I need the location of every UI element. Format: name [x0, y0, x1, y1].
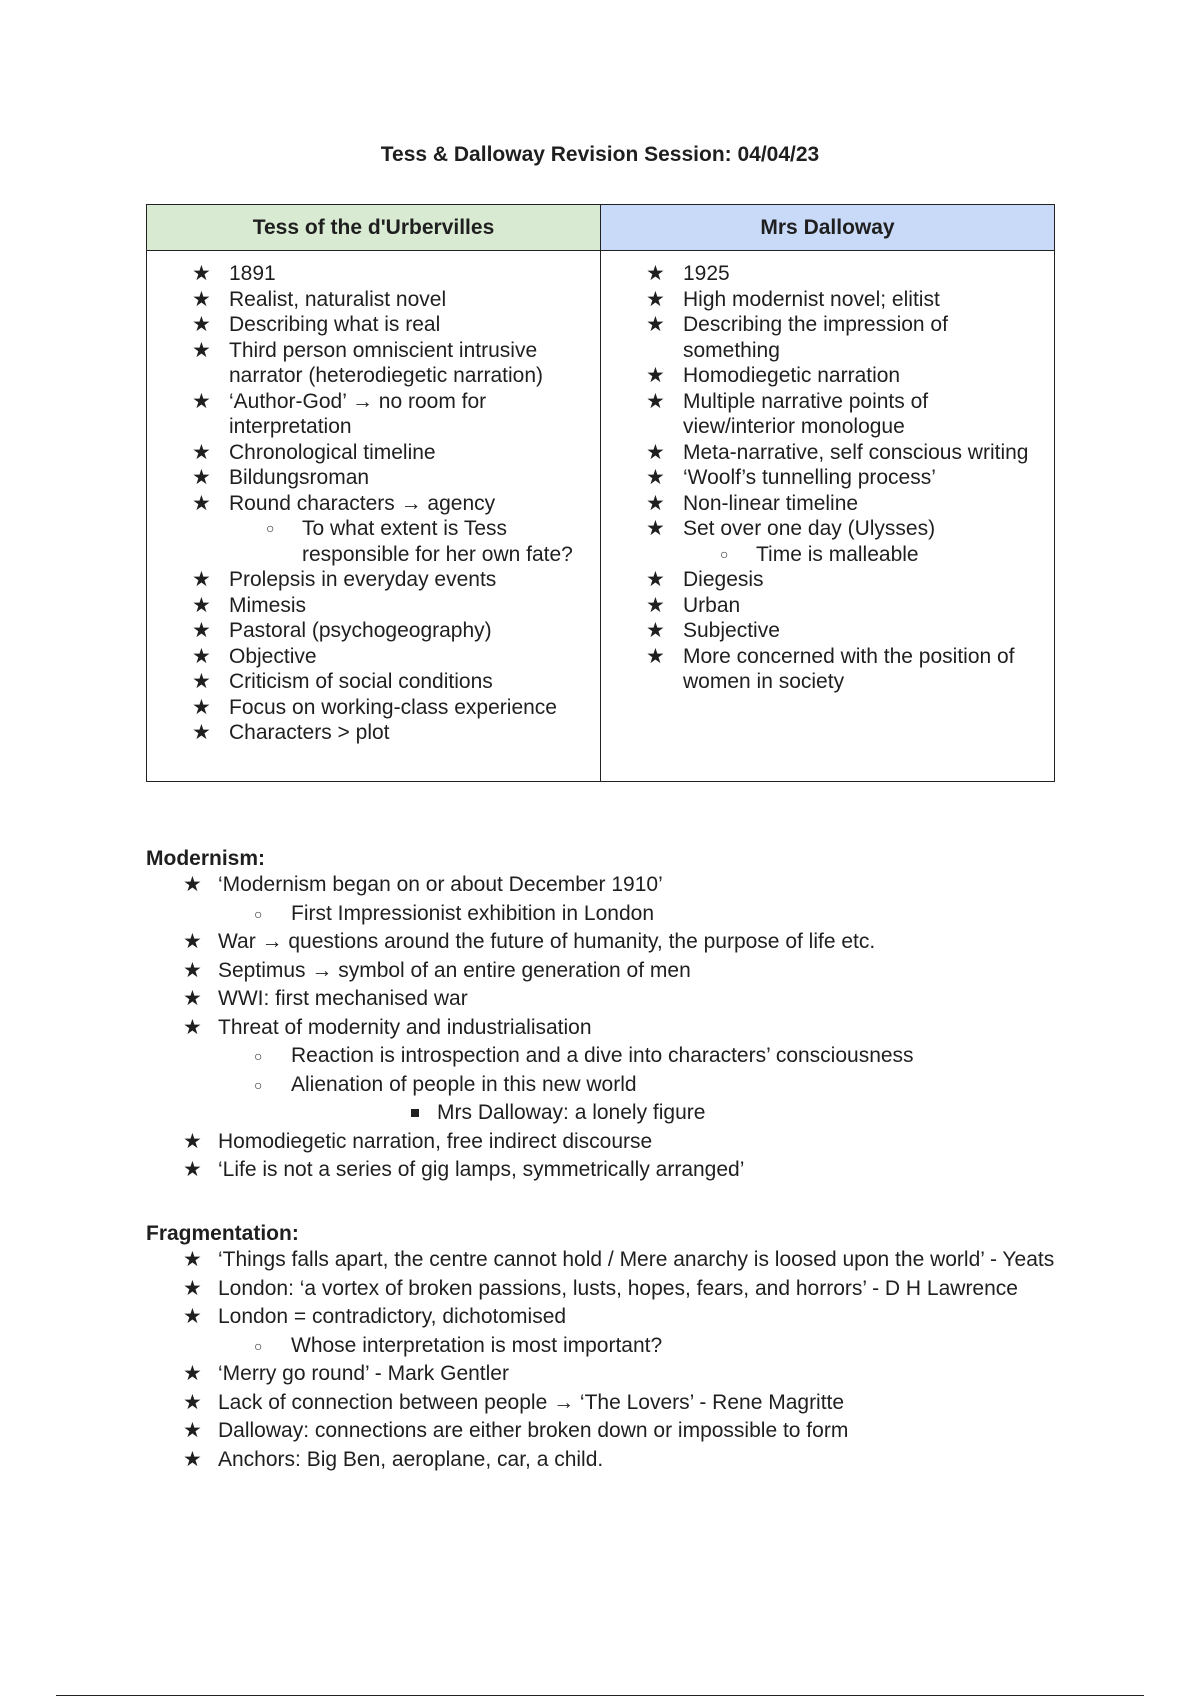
list-item: ★ Set over one day (Ulysses) ○ Time is malleable — [601, 516, 1044, 567]
comparison-table — [146, 204, 1055, 782]
list-item: ★ Homodiegetic narration, free indirect discourse — [146, 1128, 1066, 1157]
list-item: ★ Meta-narrative, self conscious writing — [601, 440, 1044, 466]
list-item: ★ Threat of modernity and industrialisation ○ Reaction is introspection and a dive into characters’ consciousness ○ Alienation of people in this new world Mrs Dalloway: a lonely figure — [146, 1014, 1066, 1128]
page-title: Tess & Dalloway Revision Session: 04/04/23 — [380, 143, 820, 166]
page-bottom-rule — [56, 1695, 1144, 1696]
list-item: ★ War → questions around the future of humanity, the purpose of life etc. — [146, 928, 1066, 957]
list-item: ★ Chronological timeline — [147, 440, 590, 466]
list-item: ★ Homodiegetic narration — [601, 363, 1044, 389]
list-item: ★ Criticism of social conditions — [147, 669, 590, 695]
list-item: ★ Describing what is real — [147, 312, 590, 338]
list-item: ★ Urban — [601, 593, 1044, 619]
list-item: ★ Subjective — [601, 618, 1044, 644]
list-item: ★ Realist, naturalist novel — [147, 287, 590, 313]
list-item: ★ 1891 — [147, 261, 590, 287]
list-item: ★ London: ‘a vortex of broken passions, lusts, hopes, fears, and horrors’ - D H Lawrence — [146, 1275, 1066, 1304]
list-item: ★ Round characters → agency ○ To what extent is Tess responsible for her own fate? — [147, 491, 590, 568]
list-item: ★ Anchors: Big Ben, aeroplane, car, a child. — [146, 1446, 1066, 1475]
list-item: ★ Prolepsis in everyday events — [147, 567, 590, 593]
list-item: ★ Describing the impression of something — [601, 312, 1044, 363]
list-item: ★ High modernist novel; elitist — [601, 287, 1044, 313]
list-item: ★ WWI: first mechanised war — [146, 985, 1066, 1014]
list-item: ★ Non-linear timeline — [601, 491, 1044, 517]
tess-column-cell — [147, 251, 601, 782]
list-item: ★ Lack of connection between people → ‘The Lovers’ - Rene Magritte — [146, 1389, 1066, 1418]
list-item: ★ Pastoral (psychogeography) — [147, 618, 590, 644]
sub-sub-list-item: Mrs Dalloway: a lonely figure — [291, 1099, 1066, 1128]
list-item: ★ London = contradictory, dichotomised ○ Whose interpretation is most important? — [146, 1303, 1066, 1360]
list-item: ★ Focus on working-class experience — [147, 695, 590, 721]
list-item: ★ Septimus → symbol of an entire generation of men — [146, 957, 1066, 986]
list-item: ★ Mimesis — [147, 593, 590, 619]
list-item: ★ ‘Life is not a series of gig lamps, symmetrically arranged’ — [146, 1156, 1066, 1185]
list-item: ★ Multiple narrative points of view/interior monologue — [601, 389, 1044, 440]
list-item: ★ Objective — [147, 644, 590, 670]
list-item: ★ ‘Modernism began on or about December 1910’ ○ First Impressionist exhibition in London — [146, 871, 1066, 928]
sub-list-item: ○ Time is malleable — [683, 542, 1044, 568]
fragmentation-list — [146, 1246, 1066, 1474]
list-item: ★ Third person omniscient intrusive narrator (heterodiegetic narration) — [147, 338, 590, 389]
fragmentation-heading: Fragmentation: — [146, 1222, 299, 1245]
tess-list — [147, 261, 590, 746]
list-item: ★ More concerned with the position of women in society — [601, 644, 1044, 695]
list-item: ★ ‘Author-God’ → no room for interpretation — [147, 389, 590, 440]
dalloway-column-cell — [601, 251, 1055, 782]
dalloway-list — [601, 261, 1044, 695]
sub-list-item: ○ To what extent is Tess responsible for her own fate? — [229, 516, 590, 567]
list-item: ★ ‘Woolf’s tunnelling process’ — [601, 465, 1044, 491]
list-item: ★ Diegesis — [601, 567, 1044, 593]
tess-column-header: Tess of the d'Urbervilles — [147, 205, 601, 251]
sub-list-item: ○ Alienation of people in this new world Mrs Dalloway: a lonely figure — [218, 1071, 1066, 1128]
list-item: ★ 1925 — [601, 261, 1044, 287]
sub-list-item: ○ First Impressionist exhibition in London — [218, 900, 1066, 929]
fragmentation-section — [146, 1221, 1066, 1474]
dalloway-column-header: Mrs Dalloway — [601, 205, 1055, 251]
modernism-section — [146, 846, 1066, 1185]
modernism-heading: Modernism: — [146, 847, 266, 870]
list-item: ★ Bildungsroman — [147, 465, 590, 491]
sub-list-item: ○ Whose interpretation is most important? — [218, 1332, 1066, 1361]
list-item: ★ Characters > plot — [147, 720, 590, 746]
list-item: ★ ‘Merry go round’ - Mark Gentler — [146, 1360, 1066, 1389]
sub-list-item: ○ Reaction is introspection and a dive into characters’ consciousness — [218, 1042, 1066, 1071]
list-item: ★ ‘Things falls apart, the centre cannot hold / Mere anarchy is loosed upon the world’ - Yeats — [146, 1246, 1066, 1275]
modernism-list — [146, 871, 1066, 1185]
list-item: ★ Dalloway: connections are either broken down or impossible to form — [146, 1417, 1066, 1446]
